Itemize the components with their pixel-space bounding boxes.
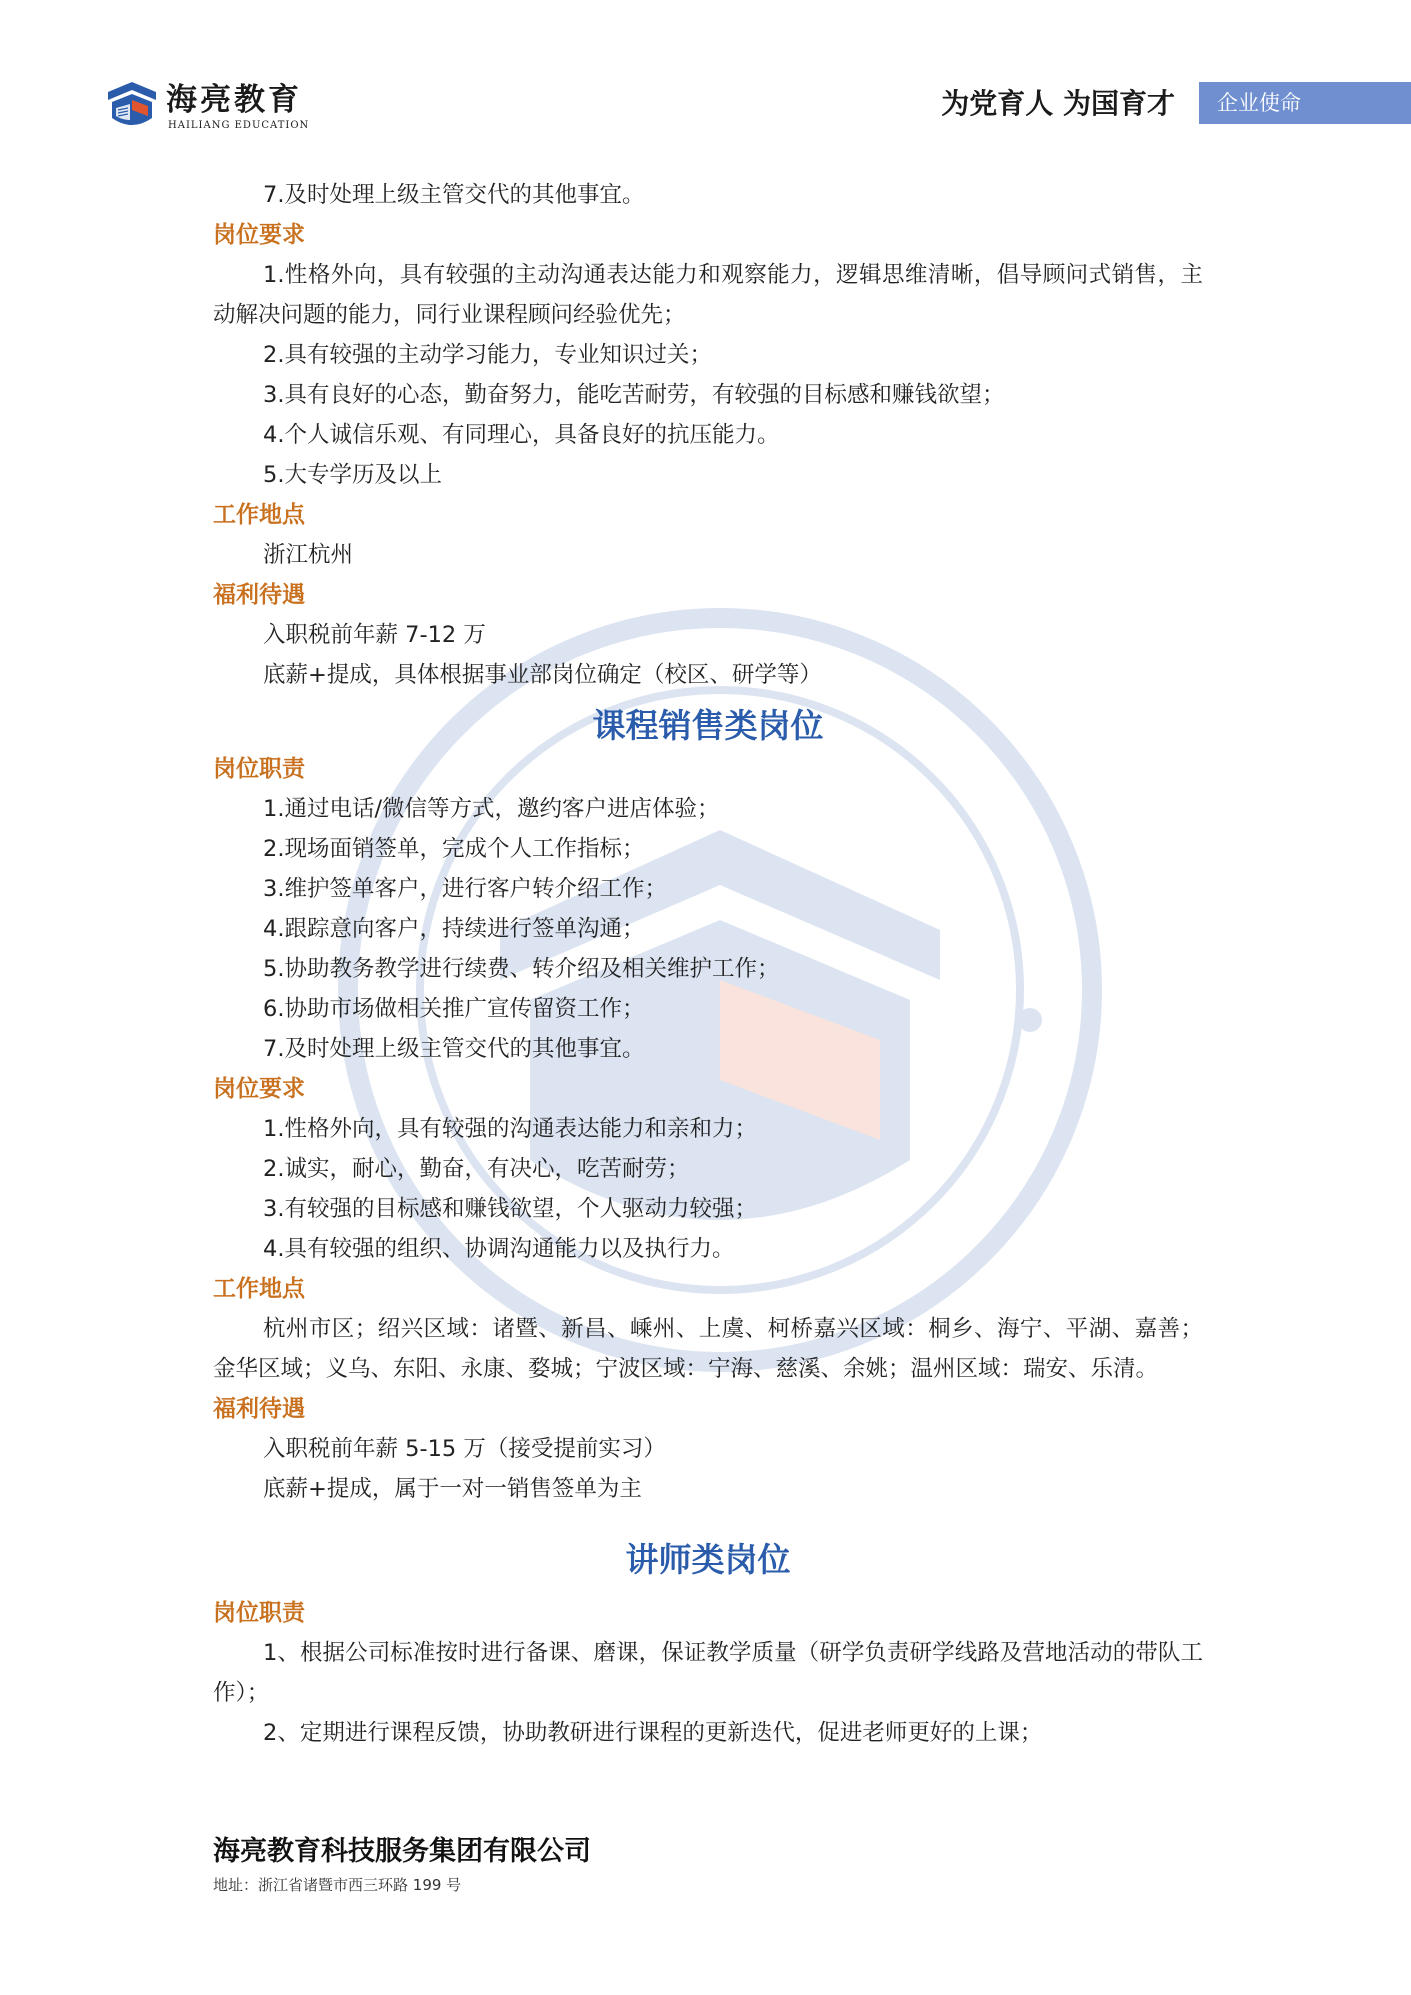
requirement-item: 3.具有良好的心态，勤奋努力，能吃苦耐劳，有较强的目标感和赚钱欲望；: [263, 382, 1005, 408]
company-address: 地址：浙江省诸暨市西三环路 199 号: [213, 1876, 462, 1894]
duty-item: 7.及时处理上级主管交代的其他事宜。: [263, 1036, 645, 1062]
duty-item: 1、根据公司标准按时进行备课、磨课，保证教学质量（研学负责研学线路及营地活动的带队工作）；: [213, 1640, 1203, 1706]
benefit-item: 入职税前年薪 7-12 万: [263, 622, 486, 648]
heading-duties: 岗位职责: [213, 1600, 305, 1626]
requirement-item: 2.诚实，耐心，勤奋，有决心，吃苦耐劳；: [263, 1156, 690, 1182]
duty-item: 6.协助市场做相关推广宣传留资工作；: [263, 996, 645, 1022]
logo-chinese-text: 海亮教育: [166, 82, 302, 118]
requirement-item: 2.具有较强的主动学习能力，专业知识过关；: [263, 342, 712, 368]
benefit-item: 入职税前年薪 5-15 万（接受提前实习）: [263, 1436, 666, 1462]
company-name: 海亮教育科技服务集团有限公司: [213, 1836, 591, 1867]
benefit-item: 底薪+提成，具体根据事业部岗位确定（校区、研学等）: [263, 662, 822, 688]
benefit-item: 底薪+提成，属于一对一销售签单为主: [263, 1476, 642, 1502]
logo-english-text: HAILIANG EDUCATION: [168, 120, 310, 131]
mission-tab: 企业使命: [1199, 82, 1411, 124]
heading-location: 工作地点: [213, 1276, 305, 1302]
requirement-item: 4.个人诚信乐观、有同理心，具备良好的抗压能力。: [263, 422, 780, 448]
duty-item: 4.跟踪意向客户，持续进行签单沟通；: [263, 916, 645, 942]
duty-item: 5.协助教务教学进行续费、转介绍及相关维护工作；: [263, 956, 780, 982]
heading-requirements: 岗位要求: [213, 222, 305, 248]
duty-item: 1.通过电话/微信等方式，邀约客户进店体验；: [263, 796, 720, 822]
location-text: 浙江杭州: [263, 542, 354, 568]
duty-item: 7.及时处理上级主管交代的其他事宜。: [263, 182, 645, 208]
duty-item: 2.现场面销签单，完成个人工作指标；: [263, 836, 645, 862]
header-slogan: 为党育人 为国育才: [941, 87, 1175, 120]
requirement-item: 1.性格外向，具有较强的主动沟通表达能力和观察能力，逻辑思维清晰，倡导顾问式销售，主动解决问题的能力，同行业课程顾问经验优先；: [213, 262, 1203, 328]
location-text: 杭州市区；绍兴区域：诸暨、新昌、嵊州、上虞、柯桥嘉兴区域：桐乡、海宁、平湖、嘉善；金华区域；义乌、东阳、永康、婺城；宁波区域：宁海、慈溪、余姚；温州区域：瑞安、乐清。: [213, 1316, 1203, 1382]
duty-item: 2、定期进行课程反馈，协助教研进行课程的更新迭代，促进老师更好的上课；: [263, 1720, 1043, 1746]
heading-duties: 岗位职责: [213, 756, 305, 782]
heading-benefits: 福利待遇: [213, 582, 305, 608]
main-content: [213, 175, 1203, 1753]
section-title-course-sales: 课程销售类岗位: [592, 706, 824, 745]
section-title-lecturer: 讲师类岗位: [625, 1540, 791, 1579]
page-footer: [213, 1832, 591, 1898]
heading-location: 工作地点: [213, 502, 305, 528]
heading-benefits: 福利待遇: [213, 1396, 305, 1422]
requirement-item: 1.性格外向，具有较强的沟通表达能力和亲和力；: [263, 1116, 757, 1142]
requirement-item: 4.具有较强的组织、协调沟通能力以及执行力。: [263, 1236, 735, 1262]
requirement-item: 3.有较强的目标感和赚钱欲望，个人驱动力较强；: [263, 1196, 757, 1222]
duty-item: 3.维护签单客户，进行客户转介绍工作；: [263, 876, 667, 902]
company-logo: [104, 78, 310, 138]
heading-requirements: 岗位要求: [213, 1076, 305, 1102]
logo-emblem-icon: [104, 78, 160, 134]
requirement-item: 5.大专学历及以上: [263, 462, 442, 488]
page-header: [0, 0, 1411, 150]
